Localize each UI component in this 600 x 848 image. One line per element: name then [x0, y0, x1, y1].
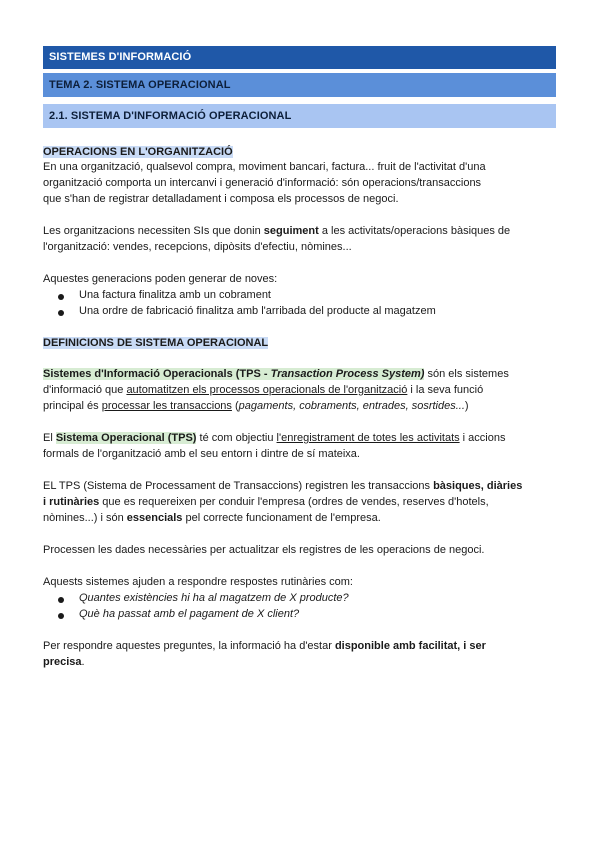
bold-run: precisa	[43, 656, 82, 668]
paragraph-line	[43, 383, 483, 399]
bullet-icon	[58, 310, 64, 316]
list-item	[79, 607, 299, 623]
bullet-icon	[58, 613, 64, 619]
header-topic: TEMA 2. SISTEMA OPERACIONAL	[43, 73, 556, 97]
text-run: que es requereixen per conduir l'empresa (ordres de vendes, reserves d'hotels,	[99, 496, 489, 508]
underlined-run: l'enregistrament de totes les activitats	[276, 432, 460, 444]
paragraph-line	[43, 399, 469, 415]
text-run: i la seva funció	[407, 384, 484, 396]
paragraph-line: organització comporta un intercanvi i generació d'informació: són operacions/transaccions	[43, 177, 482, 189]
paragraph-line: Processen les dades necessàries per actualitzar els registres de les operacions de negoci.	[43, 544, 485, 556]
paragraph-line: Aquestes generacions poden generar de noves:	[43, 273, 278, 285]
paragraph-line	[43, 639, 486, 655]
paragraph-line	[43, 431, 505, 447]
text-run: Sistemes d'Informació Operacionals (TPS -	[43, 368, 271, 380]
highlight-term: Sistema Operacional (TPS)	[55, 432, 197, 444]
text-run: )	[464, 400, 469, 412]
paragraph-line: En una organització, qualsevol compra, moviment bancari, factura... fruit de l'activitat d'una	[43, 161, 486, 173]
underlined-run: automatitzen els processos operacionals de l'organització	[126, 384, 408, 396]
text-run: El	[43, 432, 56, 444]
paragraph-line: formals de l'organització amb el seu entorn i dintre de sí mateixa.	[43, 448, 360, 460]
paragraph-line	[43, 479, 522, 495]
bullet-icon	[58, 597, 64, 603]
paragraph-line: Aquests sistemes ajuden a respondre respostes rutinàries com:	[43, 576, 353, 588]
text-run: i accions	[459, 432, 506, 444]
paragraph-line: que s'han de registrar detalladament i composa els processos de negoci.	[43, 193, 399, 205]
header-section: 2.1. SISTEMA D'INFORMACIÓ OPERACIONAL	[43, 104, 556, 128]
section-title-text: DEFINICIONS DE SISTEMA OPERACIONAL	[43, 337, 269, 349]
paragraph-line	[43, 655, 85, 671]
text-run: (	[231, 400, 239, 412]
paragraph-line	[43, 367, 509, 383]
list-item	[79, 591, 349, 607]
bold-run: disponible amb facilitat, i ser	[334, 640, 486, 652]
section-title-operations	[43, 145, 233, 161]
bold-run: seguiment	[263, 225, 319, 237]
text-run: Les organitzacions necessiten SIs que donin	[43, 225, 264, 237]
italic-run: pagaments, cobraments, entrades, sosrtides...	[238, 400, 465, 412]
header-subject: SISTEMES D'INFORMACIÓ	[43, 46, 556, 69]
paragraph-line	[43, 495, 489, 511]
section-title-definitions	[43, 336, 268, 352]
list-item: Una factura finalitza amb un cobrament	[79, 289, 271, 301]
paragraph-line	[43, 224, 510, 240]
bold-run: i rutinàries	[43, 496, 100, 508]
list-item: Una ordre de fabricació finalitza amb l'arribada del producte al magatzem	[79, 305, 436, 317]
italic-run: Transaction Process System)	[270, 368, 425, 380]
italic-run: Quantes existències hi ha al magatzem de X producte?	[79, 592, 349, 604]
text-run: té com objectiu	[196, 432, 277, 444]
section-title-text: OPERACIONS EN L'ORGANITZACIÓ	[43, 146, 233, 158]
text-run: d'informació que	[43, 384, 127, 396]
bold-run: essencials	[126, 512, 183, 524]
italic-run: Què ha passat amb el pagament de X client?	[79, 608, 300, 620]
text-run: són els sistemes	[424, 368, 509, 380]
paragraph-line: l'organització: vendes, recepcions, dipòsits d'efectiu, nòmines...	[43, 241, 352, 253]
text-run: .	[81, 656, 85, 668]
text-run: Per respondre aquestes preguntes, la informació ha d'estar	[43, 640, 335, 652]
text-run: principal és	[43, 400, 102, 412]
underlined-run: processar les transaccions	[101, 400, 232, 412]
bullet-icon	[58, 294, 64, 300]
text-run: a les activitats/operacions bàsiques de	[318, 225, 511, 237]
bold-run: bàsiques, diàries	[433, 480, 523, 492]
text-run: EL TPS (Sistema de Processament de Transaccions) registren les transaccions	[43, 480, 434, 492]
highlight-term	[43, 368, 424, 380]
text-run: nòmines...) i són	[43, 512, 127, 524]
paragraph-line	[43, 511, 381, 527]
text-run: pel correcte funcionament de l'empresa.	[182, 512, 381, 524]
